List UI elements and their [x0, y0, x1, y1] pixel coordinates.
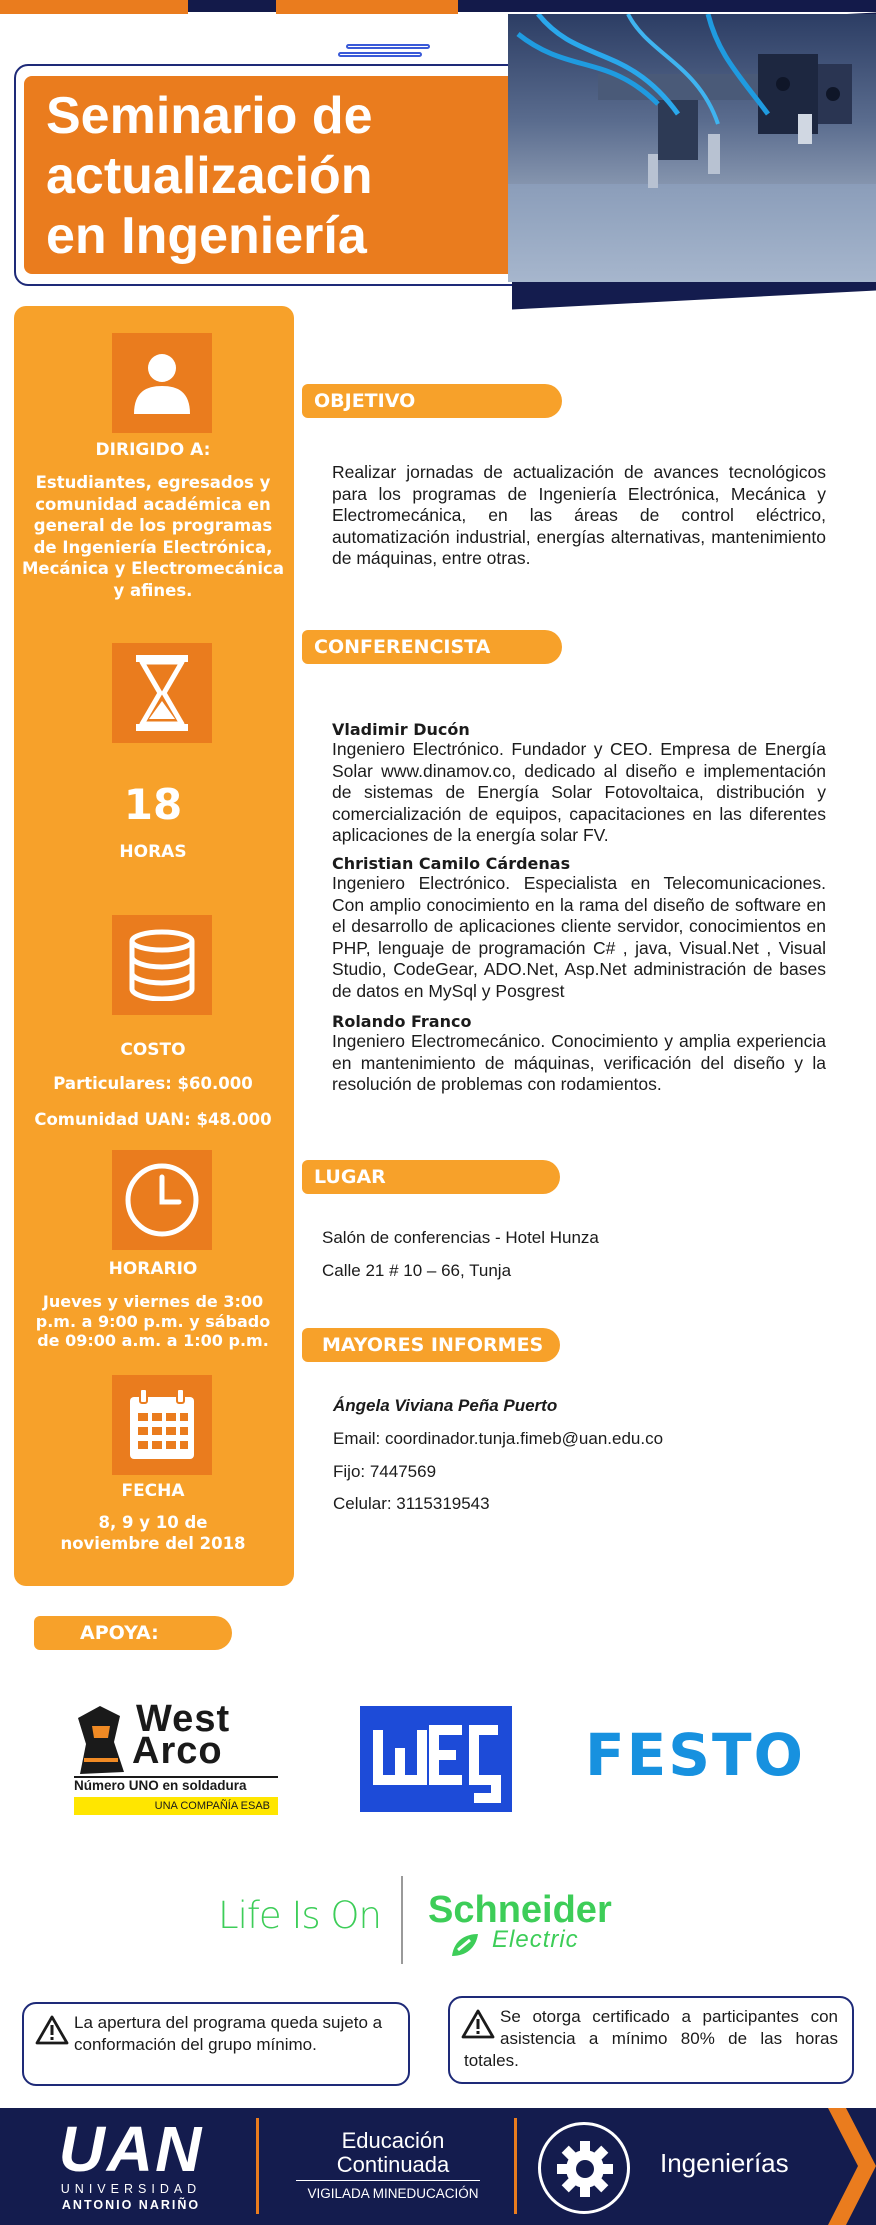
dirigido-label: DIRIGIDO A:	[95, 440, 211, 460]
contact-fijo: Fijo: 7447569	[333, 1462, 437, 1481]
welder-figure	[74, 1704, 126, 1776]
westarco-word-bottom: Arco	[132, 1730, 223, 1772]
weg-wordmark	[360, 1706, 512, 1812]
schneider-leaf-icon	[448, 1930, 482, 1960]
database-icon	[127, 929, 197, 1001]
fecha-icon-box	[112, 1375, 212, 1475]
fecha-text: 8, 9 y 10 de noviembre del 2018	[60, 1513, 246, 1553]
speaker-1-name: Vladimir Ducón	[332, 720, 470, 739]
costo-icon-box	[112, 915, 212, 1015]
deco-lines	[338, 42, 432, 58]
speaker-3	[332, 1012, 826, 1096]
speaker-1-bio: Ingeniero Electrónico. Fundador y CEO. Empresa de Energía Solar www.dinamov.co, dedicado al diseño e implementación de sistemas de Energía Solar Fotovoltaica, distribución y comercialización de equipos, capacitaciones en las diferentes aplicaciones de la energía solar FV.	[332, 739, 826, 845]
objetivo-heading: OBJETIVO	[302, 384, 562, 418]
header-photo	[508, 14, 876, 282]
westarco-tagline: Número UNO en soldadura	[74, 1776, 278, 1793]
informes-heading: MAYORES INFORMES	[302, 1328, 560, 1362]
lugar-line-1: Salón de conferencias - Hotel Hunza	[322, 1228, 599, 1247]
page-title	[46, 86, 373, 266]
schneider-line-2: Electric	[492, 1926, 579, 1953]
schneider-divider	[401, 1876, 403, 1964]
schneider-logo	[428, 1890, 660, 1964]
lifeison-logo: Life Is On	[218, 1894, 381, 1937]
uan-logo: UAN	[58, 2113, 204, 2185]
uan-university-1: UNIVERSIDAD	[60, 2182, 202, 2196]
horario-icon-box	[112, 1150, 212, 1250]
hours-label: HORAS	[119, 842, 187, 862]
westarco-sub: UNA COMPAÑÍA ESAB	[74, 1797, 278, 1815]
title-line-2: actualización	[46, 147, 373, 205]
hourglass-icon-box	[112, 643, 212, 743]
user-icon	[130, 348, 194, 418]
footer-divider-1	[256, 2118, 259, 2214]
footer-chevron	[816, 2108, 876, 2225]
warning-icon	[460, 2008, 496, 2040]
note-right-text: Se otorga certificado a participantes con asistencia a mínimo 80% de las horas totales.	[464, 2007, 838, 2070]
uan-university-2: ANTONIO NARIÑO	[61, 2198, 201, 2212]
ingenierias: Ingenierías	[660, 2148, 789, 2178]
apoya-heading: APOYA:	[34, 1616, 232, 1650]
gear-icon	[555, 2139, 615, 2199]
costo-comunidad: Comunidad UAN: $48.000	[34, 1110, 272, 1129]
conferencista-heading: CONFERENCISTA	[302, 630, 562, 664]
note-right	[448, 1996, 854, 2084]
speaker-2	[332, 854, 826, 1002]
speaker-2-bio: Ingeniero Electrónico. Especialista en Telecomunicaciones. Con amplio conocimiento en la rama del diseño de software en el desarrollo de aplicaciones cliente servidor, conocimientos en PHP, lenguaje de programación C# , java, Visual.Net , Visual Studio, CodeGear, ADO.Net, Asp.Net administración de bases de datos en MySql y Posgrest	[332, 873, 826, 1001]
footer-divider-2	[514, 2118, 517, 2214]
edu-underline	[296, 2180, 480, 2181]
schneider-line-1: Schneider	[428, 1889, 612, 1931]
speaker-1	[332, 720, 826, 847]
top-accent-mid	[276, 0, 458, 14]
speaker-3-bio: Ingeniero Electromecánico. Conocimiento y amplia experiencia en mantenimiento de máquinas, verificación del diseño y la resolución de problemas con rodamientos.	[332, 1031, 826, 1094]
note-left	[22, 2002, 410, 2086]
lugar-line-2: Calle 21 # 10 – 66, Tunja	[322, 1261, 512, 1280]
calendar-icon	[126, 1387, 198, 1463]
warning-icon	[34, 2014, 70, 2046]
edu-line-1: Educación	[341, 2128, 445, 2153]
dirigido-icon-box	[112, 333, 212, 433]
lugar-heading: LUGAR	[302, 1160, 560, 1194]
costo-label: COSTO	[120, 1040, 186, 1060]
title-line-1: Seminario de	[46, 87, 373, 145]
edu-line-2: Continuada	[336, 2152, 450, 2177]
fecha-label: FECHA	[121, 1481, 185, 1501]
objetivo-text: Realizar jornadas de actualización de avances tecnológicos para los programas de Ingeniería Electrónica, Mecánica y Electromecánica, en las áreas de control eléctrico, automatización industrial, energías alternativas, mantenimiento de máquinas, entre otras.	[332, 462, 826, 568]
horario-label: HORARIO	[108, 1259, 198, 1279]
contact-email: Email: coordinador.tunja.fimeb@uan.edu.co	[333, 1429, 664, 1448]
footer-bar	[0, 2108, 876, 2225]
hourglass-icon	[132, 653, 192, 733]
top-accent-left	[0, 0, 188, 14]
contact-celular: Celular: 3115319543	[333, 1494, 490, 1513]
note-left-text: La apertura del programa queda sujeto a conformación del grupo mínimo.	[74, 2013, 383, 2054]
header-title-box	[24, 76, 520, 274]
machinery-illustration	[508, 14, 876, 282]
speaker-2-name: Christian Camilo Cárdenas	[332, 854, 571, 873]
westarco-word-top: West	[136, 1698, 231, 1740]
festo-logo: FESTO	[585, 1721, 805, 1789]
weg-logo	[360, 1706, 512, 1812]
vigilada: VIGILADA MINEDUCACIÓN	[307, 2186, 479, 2201]
westarco-logo	[72, 1700, 278, 1816]
contact-name: Ángela Viviana Peña Puerto	[333, 1396, 558, 1415]
dirigido-text: Estudiantes, egresados y comunidad académica en general de los programas de Ingeniería Electrónica, Mecánica y Electromecánica y afines.	[22, 473, 284, 600]
speaker-3-name: Rolando Franco	[332, 1012, 472, 1031]
horario-text: Jueves y viernes de 3:00 p.m. a 9:00 p.m. y sábado de 09:00 a.m. a 1:00 p.m.	[35, 1292, 271, 1350]
title-line-3: en Ingeniería	[46, 207, 367, 265]
hours-value: 18	[123, 780, 183, 829]
costo-particulares: Particulares: $60.000	[53, 1074, 253, 1093]
clock-icon	[123, 1161, 201, 1239]
